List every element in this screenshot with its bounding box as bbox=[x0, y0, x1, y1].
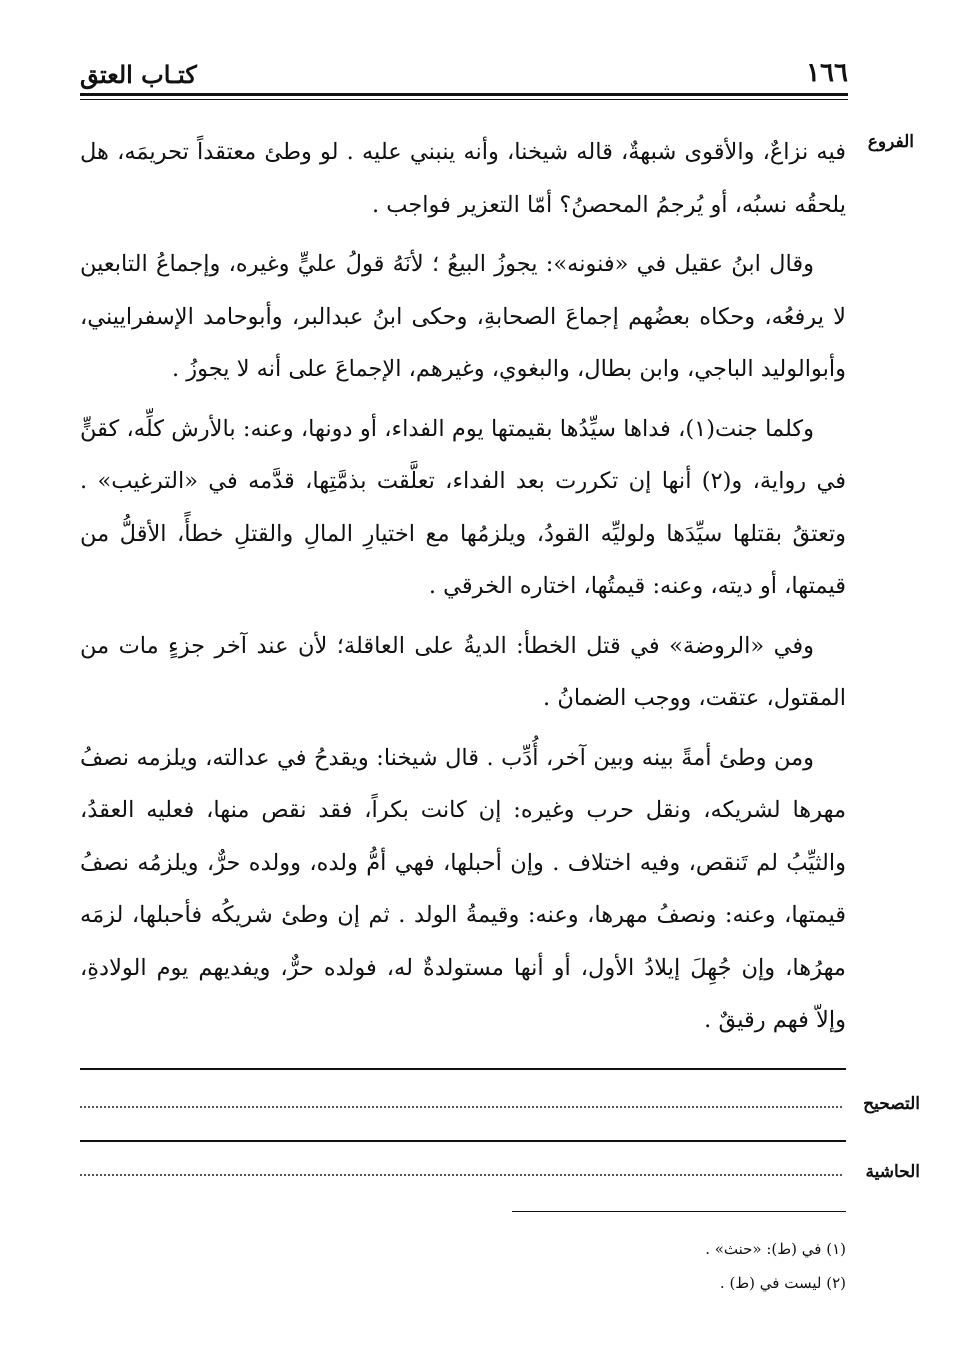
main-text bbox=[80, 126, 846, 1047]
margin-label-furu: الفروع bbox=[867, 132, 914, 152]
paragraph-2: وقال ابنُ عقيل في «فنونه»: يجوزُ البيعُ ؛ لأنَهُ قولُ عليٍّ وغيره، وإجماعُ التابعين لا يرفعُه، وحكاه بعضُهم إجماعَ الصحابةِ، وحكى ابنُ عبدالبر، وأبوحامد الإسفراييني، وأبوالوليد الباجي، وابن بطال، والبغوي، وغيرهم، الإجماعَ على أنه لا يجوزُ . bbox=[80, 251, 846, 382]
annotation-label: الحاشية bbox=[865, 1162, 920, 1182]
page-header bbox=[80, 58, 848, 92]
running-title: كتـاب العتق bbox=[80, 60, 197, 89]
paragraph-1: فيه نزاعٌ، والأقوى شبهةٌ، قاله شيخنا، وأنه ينبني عليه . لو وطئ معتقداً تحريمَه، هل يلحقُه نسبُه، أو يُرجمُ المحصنُ؟ أمّا التعزير فواجب . bbox=[80, 139, 846, 218]
correction-label: التصحيح bbox=[863, 1094, 920, 1114]
annotation-top-rule bbox=[80, 1140, 846, 1142]
footnotes bbox=[705, 1232, 846, 1300]
paragraph-5: ومن وطئ أمةً بينه وبين آخر، أُدِّب . قال شيخنا: ويقدحُ في عدالته، ويلزمه نصفُ مهرها لشريكه، ونقل حرب وغيره: إن كانت بكراً، فقد نقص منها، فعليه العقدُ، والثيِّبُ لم تَنقص، وفيه اختلاف . وإن أحبلها، فهي أمُّ ولده، وولده حرٌّ، ويلزمُه نصفُ قيمتها، وعنه: ونصفُ مهرها، وعنه: وقيمةُ الولد . ثم إن وطئ شريكُه فأحبلها، لزمَه مهرُها، وإن جُهِلَ إيلادُ الأول، أو أنها مستولدةٌ له، فولده حرٌّ، ويفديهم يوم الولادةِ، وإلاّ فهم رقيقٌ . bbox=[80, 744, 846, 1033]
page-number: ١٦٦ bbox=[806, 58, 848, 88]
paragraph-3: وكلما جنت(١)، فداها سيِّدُها بقيمتها يوم الفداء، أو دونها، وعنه: بالأرش كلِّه، كقنٍّ في رواية، و(٢) أنها إن تكررت بعد الفداء، تعلَّقت بذمَّتِها، قدَّمه في «الترغيب» . وتعتقُ بقتلها سيِّدَها ولوليِّه القودُ، ويلزمُها مع اختيارِ المالِ والقتلِ خطأً، الأقلُّ من قيمتها، أو ديته، وعنه: قيمتُها، اختاره الخرقي . bbox=[80, 415, 846, 599]
footnote-1: (١) في (ط): «حنث» . bbox=[705, 1240, 846, 1258]
footnote-rule bbox=[512, 1211, 846, 1212]
footnote-2: (٢) ليست في (ط) . bbox=[719, 1274, 846, 1292]
correction-dotted-line bbox=[80, 1106, 842, 1108]
paragraph-4: وفي «الروضة» في قتل الخطأ: الديةُ على العاقلة؛ لأن عند آخر جزءٍ مات من المقتول، عتقت، ووجب الضمانُ . bbox=[80, 632, 846, 711]
header-rule-thin bbox=[80, 99, 848, 100]
header-rule-thick bbox=[80, 93, 848, 96]
correction-top-rule bbox=[80, 1068, 846, 1070]
annotation-dotted-line bbox=[80, 1174, 842, 1176]
